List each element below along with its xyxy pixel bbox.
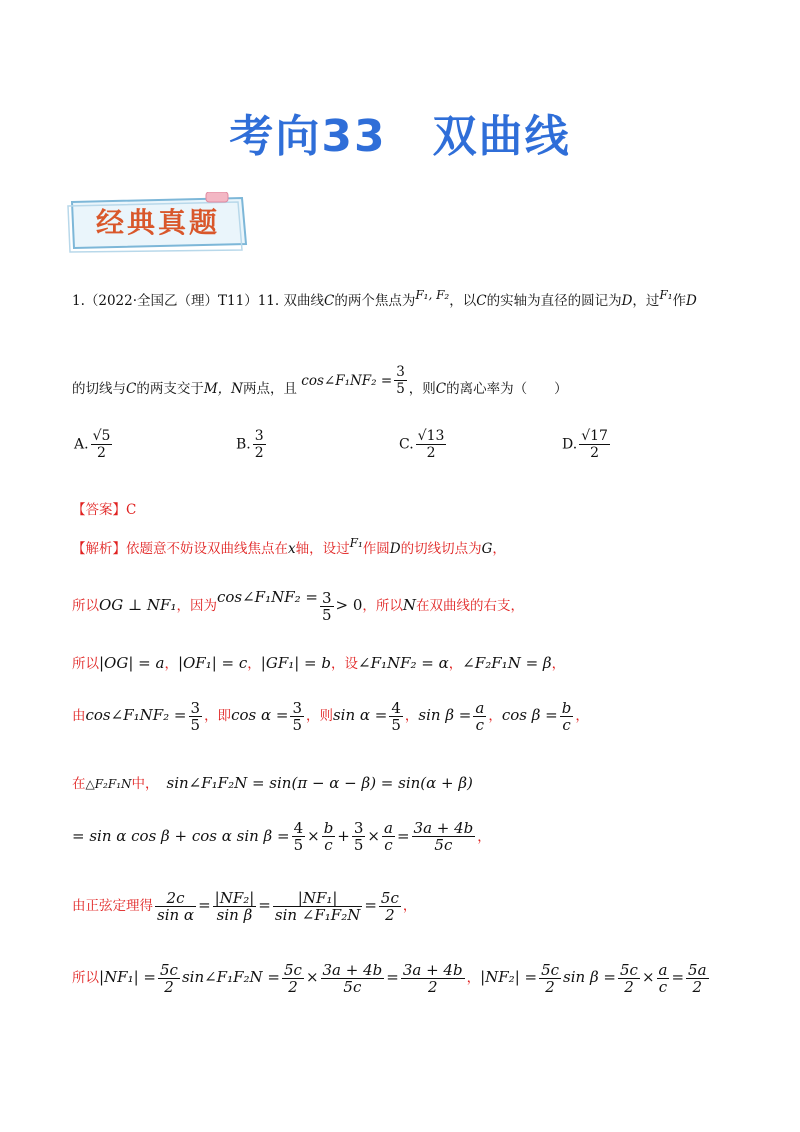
option-c[interactable]: C. $\frac{√13}{2}$ [399, 428, 445, 461]
page-title: 考向33 双曲线 [229, 111, 571, 162]
section-banner [66, 192, 250, 254]
analysis-line-1: 【解析】依题意不妨设双曲线焦点在x轴，设过F₁作圆D的切线切点为G， [72, 536, 506, 557]
analysis-line-3: 所以|OG| = a，|OF₁| = c，|GF₁| = b，设∠F₁NF₂ = α，∠F₂F₁N = β， [72, 654, 566, 672]
analysis-line-6: = sin α cos β + cos α sin β = $\frac{4}{5}$ × $\frac{b}{c}$ + $\frac{3}{5}$ × $\frac{a}{c}$ = $\frac{3a + 4b}{5c}$ ， [72, 819, 491, 854]
question-line-2: 的切线与C的两支交于M，N两点，且 cos∠F₁NF₂ = $\frac{3}{5}$ ，则C的离心率为（ ） [72, 364, 568, 397]
analysis-line-5: 在△F₂F₁N中， sin∠F₁F₂N = sin(π − α − β) = sin(α + β) [72, 774, 473, 792]
question-line-1: 1.（2022·全国乙（理）T11）11. 双曲线C的两个焦点为F₁, F₂，以C的实轴为直径的圆记为D，过F₁作D [72, 288, 697, 309]
answer-line: 【答案】C [72, 502, 137, 518]
analysis-line-4: 由cos∠F₁NF₂ = $\frac{3}{5}$ ，即cos α = $\frac{3}{5}$ ，则sin α = $\frac{4}{5}$ ，sin β = $\frac{a}{c}$ ，cos β = $\frac{b}{c}$ ， [72, 699, 589, 734]
section-banner-label: 经典真题 [95, 206, 220, 239]
analysis-line-2: 所以OG ⊥ NF₁，因为cos∠F₁NF₂ = $\frac{3}{5}$ > 0，所以N在双曲线的右支， [72, 588, 525, 624]
option-a[interactable]: A. $\frac{√5}{2}$ [74, 428, 111, 461]
analysis-line-8: 所以|NF₁| = $\frac{5c}{2}$ sin∠F₁F₂N = $\frac{5c}{2}$ × $\frac{3a + 4b}{5c}$ = $\frac{3a + 4b}{2}$ ，|NF₂| = $\frac{5c}{2}$ sin β = $\frac{5c}{2}$ × $\frac{a}{c}$ = $\frac{5a}{2}$ [72, 961, 707, 996]
option-b[interactable]: B. $\frac{3}{2}$ [236, 428, 264, 461]
option-d[interactable]: D. $\frac{√17}{2}$ [562, 428, 608, 461]
analysis-line-7: 由正弦定理得 $\frac{2c}{\text{sin α}}$ = $\frac{\text{|NF₂|}}{\text{sin β}}$ = $\frac{\text{|NF₁|}}{\text{sin ∠F₁F₂N}}$ = $\frac{5c}{2}$ ， [72, 889, 417, 924]
